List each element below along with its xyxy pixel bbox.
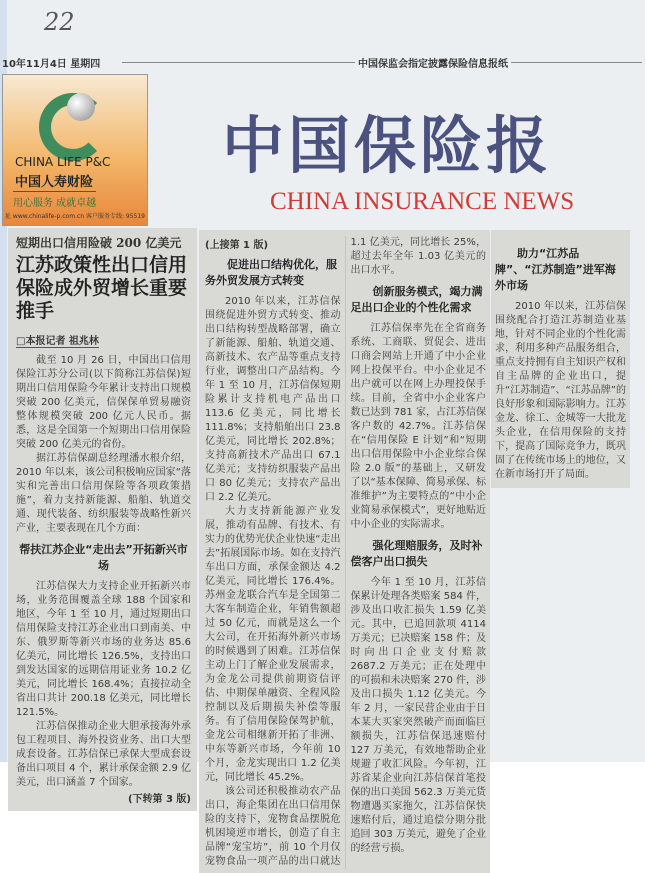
article2-subheading: 助力“江苏品牌”、“江苏制造”进军海外市场 <box>495 247 616 292</box>
article2-subheading: 强化理赔服务，及时补偿客户出口损失 <box>350 539 483 568</box>
article2-col3 <box>491 230 630 488</box>
article2-paragraph: 江苏信保率先在全省商务系统、工商联、贸促会、进出口商会网站上开通了中小企业网上投保平台。中小企业足不出户就可以在网上办理投保手续。目前，全省中小企业客户数已达到 781 家，占江苏信保客户数的 42.7%。江苏信保在“信用保险 E 计划”和“短期出口信用保险中小企业综合保险 2.0 版”的基础上，又研发了以“基本保障、简易承保、标准维护”为主要特点的“中小企业简易承保模式”，更好地贴近中小企业的实际需求。 <box>350 323 486 530</box>
article2-paragraph: 2010 年以来，江苏信保围绕促进外贸方式转变、推动出口结构转型战略部署，确立了新能源、船舶、轨道交通、高新技术、农产品等重点支持行业，调整出口产品结构。今年 1 至 10 月，江苏信保短期险累计支持机电产品出口 113.6 亿美元，同比增长 111.8%；支持船舶出口 23.8 亿美元，同比增长 202.8%；支持高新技术产品出口 67.1 亿美元；支持纺织服装产品出口 80 亿美元；支持农产品出口 2.2 亿美元。 <box>205 296 341 503</box>
article2-paragraph: 今年 1 至 10 月，江苏信保累计处理各类赔案 584 件，涉及出口收汇损失 1.59 亿美元。其中，已追回款项 4114 万美元；已决赔案 158 件；及时向出口企业支付赔款 2687.2 万美元；正在处理中的可损和未决赔案 270 件，涉及出口损失 1.12 亿美元。今年 2 月，一家民营企业由于日本某大买家突然破产而面临巨额损失，江苏信保迅速赔付 127 万美元，有效地帮助企业规避了收汇风险。今年初，江苏省某企业向江苏信保首笔投保的出口美国 562.3 万美元货物遭遇买家拖欠，江苏信保快速赔付后，通过追偿分期分批追回 303 万美元，避免了企业的经营亏损。 <box>350 577 486 854</box>
article2-subheading: 创新服务模式，竭力满足出口企业的个性化需求 <box>350 285 483 314</box>
masthead-title-en: CHINA INSURANCE NEWS <box>270 188 575 215</box>
continued-note: (下转第 3 版) <box>127 794 191 805</box>
article1-subheading: 帮扶江苏企业“走出去”开拓新兴市场 <box>19 543 188 572</box>
article2-paragraph: 2010 年以来，江苏信保围绕配合打造江苏制造业基地，针对不同企业的个性化需求，利用多种产品服务组合，重点支持拥有自主知识产权和自主品牌的企业出口，提升“江苏制造”、“江苏品牌”的良好形象和国际影响力。江苏金龙、徐工、金城等一大批龙头企业，在信用保险的支持下，提高了国际竞争力，既巩固了在传统市场上的地位，又在新市场打开了局面。 <box>495 301 626 480</box>
handwritten-number: 22 <box>44 8 75 36</box>
ad-brand-cn: 中国人寿财险 <box>15 175 94 190</box>
china-life-ad <box>2 74 148 226</box>
issue-date: 10年11月4日 星期四 <box>2 59 101 70</box>
article1-kicker: 短期出口信用险破 200 亿美元 <box>16 236 182 250</box>
article1-byline: □本报记者 祖兆林 <box>16 332 99 348</box>
article1-clip <box>8 228 197 811</box>
article1-paragraph: 江苏信保大力支持企业开拓新兴市场，业务范围覆盖全球 188 个国家和地区，今年 1 至 10 月，通过短期出口信用保险支持江苏企业出口到南美、中东、俄罗斯等新兴市场的业务达 85.6 亿美元，同比增长 126.5%，支持出口到发达国家的远期信用证业务 10.2 亿美元，同比增长 168.4%；直接拉动全省出口共计 200.18 亿美元，同比增长 121.5%。 <box>16 581 191 718</box>
article1-paragraph: 据江苏信保副总经理潘水根介绍，2010 年以来，该公司积极响应国家“落实和完善出口信用保险等各项政策措施”，着力支持新能源、船舶、轨道交通、现代装备、纺织服装等战略性新兴产业，主要表现在几个方面： <box>16 453 191 534</box>
article1-headline: 江苏政策性出口信用保险成外贸增长重要推手 <box>16 254 188 322</box>
article2-paragraph: 大力支持新能源产业发展，推动有品牌、有技术、有实力的优势光伏企业快速“走出去”拓展国际市场。如在支持汽车出口方面，承保金额达 4.2 亿美元，同比增长 176.4%。苏州金龙联合汽车是全国第二大客车制造企业，年销售额超过 50 亿元，而就是这么一个大公司，在开拓海外新兴市场的时候遇到了困难。江苏信保主动上门了解企业发展需求，为金龙公司提供前期资信评估、中期保单融资、全程风险控制以及后期损失补偿等服务。有了信用保险保驾护航，金龙公司相继新开拓了非洲、中东等新兴市场，今年前 10 个月，金龙实现出口 1.2 亿美元，同比增长 45.2%。 <box>205 506 341 783</box>
article1-paragraph: 江苏信保推动企业大胆承接海外承包工程项目、海外投资业务、出口大型成套设备。江苏信保已承保大型成套设备出口项目 4 个，累计承保金额 2.9 亿美元，出口涵盖 7 个国家。 <box>16 721 191 788</box>
ad-website: 址 www.chinalife-p.com.cn 客户服务专线: 95519 <box>5 213 145 220</box>
continued-from-note: (上接第 1 版) <box>205 240 269 251</box>
ad-brand-en: CHINA LIFE P&C <box>15 155 111 169</box>
masthead-title: 中国保险报 <box>222 109 553 182</box>
article2-paragraph: 该公司还积极推动农产品出口，海企集团在出口信用保险的支持下，宠物食品摆脱危机困境逆市增长，创造了自主品牌“宠宝坊”，前 10 个月仅宠物食品一项产品的出口就达 1.1 亿美元，同比增长 25%，超过去年全年 1.03 亿美元的出口水平。 <box>205 237 486 867</box>
article2-columns <box>199 230 490 873</box>
article2-subheading: 促进出口结构优化，服务外贸发展方式转变 <box>205 258 337 287</box>
logo-sphere-icon <box>67 93 95 121</box>
ad-motto: 用心服务 成就卓越 <box>13 191 96 209</box>
masthead-slogan: 中国保监会指定披露保险信息报纸 <box>355 55 511 70</box>
article1-paragraph: 截至 10 月 26 日，中国出口信用保险江苏分公司(以下简称江苏信保)短期出口信用保险今年累计支持出口规模突破 200 亿美元，信保保单贸易融资整体规模突破 200 亿元人民币。据悉，这是全国第一个短期出口信用保险突破 200 亿美元的省份。 <box>16 355 191 450</box>
